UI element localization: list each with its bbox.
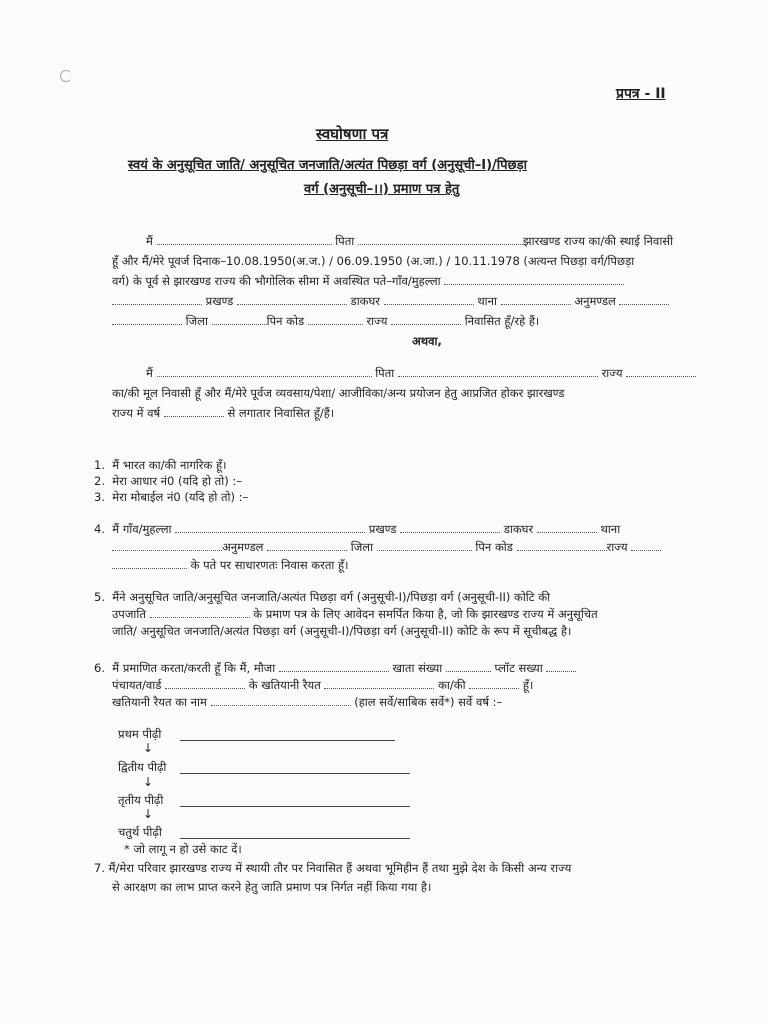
- sec1-line4: प्रखण्ड डाकघर थाना अनुमण्डल: [112, 294, 669, 308]
- item4-line1: 4. मैं गाँव/मुहल्ला प्रखण्ड डाकघर थाना: [94, 522, 621, 536]
- item7-line2: से आरक्षण का लाभ प्राप्त करने हेतु जाति प्रमाण पत्र निर्गत नहीं किया गया है।: [112, 880, 432, 894]
- item6-line3: खतियानी रैयत का नाम (हाल सर्वे/साबिक सर्वे*) सर्वे वर्ष :–: [112, 695, 503, 709]
- sec2-line3: राज्य में वर्ष से लगातार निवासित हूँ/हैं।: [112, 406, 335, 420]
- sec2-line2: का/की मूल निवासी हूँ और मैं/मेरे पूर्वज व्यवसाय/पेशा/ आजीविका/अन्य प्रयोजन हेतु आप्रजित होकर झारखण्ड: [112, 386, 565, 400]
- generation-1-line: [180, 740, 395, 741]
- document-subtitle-line2: वर्ग (अनुसूची–।।) प्रमाण पत्र हेतु: [304, 182, 460, 197]
- generation-4-label: चतुर्थ पीढ़ी: [118, 825, 162, 839]
- item2: 2. मेरा आधार नं0 (यदि हो तो) :–: [94, 474, 242, 488]
- item5-line3: जाति/ अनुसूचित जनजाति/अत्यंत पिछड़ा वर्ग (अनुसूची-I)/पिछड़ा वर्ग (अनुसूची-II) कोटि के रूप में सूचीबद्ध है।: [112, 624, 572, 638]
- generation-3-line: [180, 806, 410, 807]
- down-arrow-icon: ↓: [143, 807, 154, 821]
- item4-line3: के पते पर साधारणतः निवास करता हूँ।: [112, 558, 348, 572]
- generation-3-label: तृतीय पीढ़ी: [118, 793, 164, 807]
- generation-2-line: [180, 773, 410, 774]
- athva-label: अथवा,: [412, 334, 442, 348]
- sec2-line1: मैं पिता राज्य: [146, 366, 696, 380]
- down-arrow-icon: ↓: [143, 741, 154, 755]
- item3: 3. मेरा मोबाईल नं0 (यदि हो तो) :–: [94, 490, 249, 504]
- generation-2-label: द्वितीय पीढ़ी: [118, 760, 167, 774]
- document-title: स्वघोषणा पत्र: [316, 125, 389, 143]
- item6-line1: 6. मैं प्रमाणित करता/करती हूँ कि मैं, मौजा खाता संख्या प्लॉट सख्या: [94, 661, 576, 675]
- sec1-line5: जिला पिन कोड राज्य निवासित हूँ/रहे हैं।: [112, 314, 539, 328]
- item6-note: * जो लागू न हो उसे काट दें।: [124, 842, 242, 856]
- sec1-line2: हूँ और मैं/मेरे पूवर्ज दिनाक–10.08.1950(अ.ज.) / 06.09.1950 (अ.जा.) / 10.11.1978 (अत्यन्त पिछड़ा वर्ग/पिछड़ा: [112, 254, 635, 268]
- sec1-line3: वर्ग) के पूर्व से झारखण्ड राज्य की भौगोलिक सीमा में अवस्थित पते–गाँव/मुहल्ला: [112, 274, 624, 288]
- item1: 1. मैं भारत का/की नागरिक हूँ।: [94, 458, 227, 472]
- generation-1-label: प्रथम पीढ़ी: [118, 727, 162, 741]
- sec1-line1: मैं पिता झारखण्ड राज्य का/की स्थाई निवासी: [146, 234, 674, 248]
- item4-line2: अनुमण्डल जिला पिन कोड राज्य: [112, 540, 661, 554]
- down-arrow-icon: ↓: [143, 775, 154, 789]
- item6-line2: पंचायत/वार्ड के खतियानी रैयत का/की हूँ।: [112, 678, 534, 692]
- form-number: प्रपत्र - II: [616, 86, 666, 102]
- generation-4-line: [180, 838, 410, 839]
- item7-line1: 7. मैं/मेरा परिवार झारखण्ड राज्य में स्थायी तौर पर निवासित हैं अथवा भूमिहीन हैं तथा मुझे देश के किसी अन्य राज्य: [94, 861, 572, 875]
- item5-line2: उपजाति के प्रमाण पत्र के लिए आवेदन समर्पित किया है, जो कि झारखण्ड राज्य में अनुसूचित: [112, 607, 598, 621]
- punch-hole-mark: [60, 70, 72, 82]
- document-subtitle-line1: स्वयं के अनुसूचित जाति/ अनुसूचित जनजाति/अत्यंत पिछड़ा वर्ग (अनुसूची–I)/पिछड़ा: [128, 158, 527, 173]
- item5-line1: 5. मैंने अनुसूचित जाति/अनुसूचित जनजाति/अत्यंत पिछड़ा वर्ग (अनुसूची-I)/पिछड़ा वर्ग (अनुसूची-II) कोटि की: [94, 590, 551, 604]
